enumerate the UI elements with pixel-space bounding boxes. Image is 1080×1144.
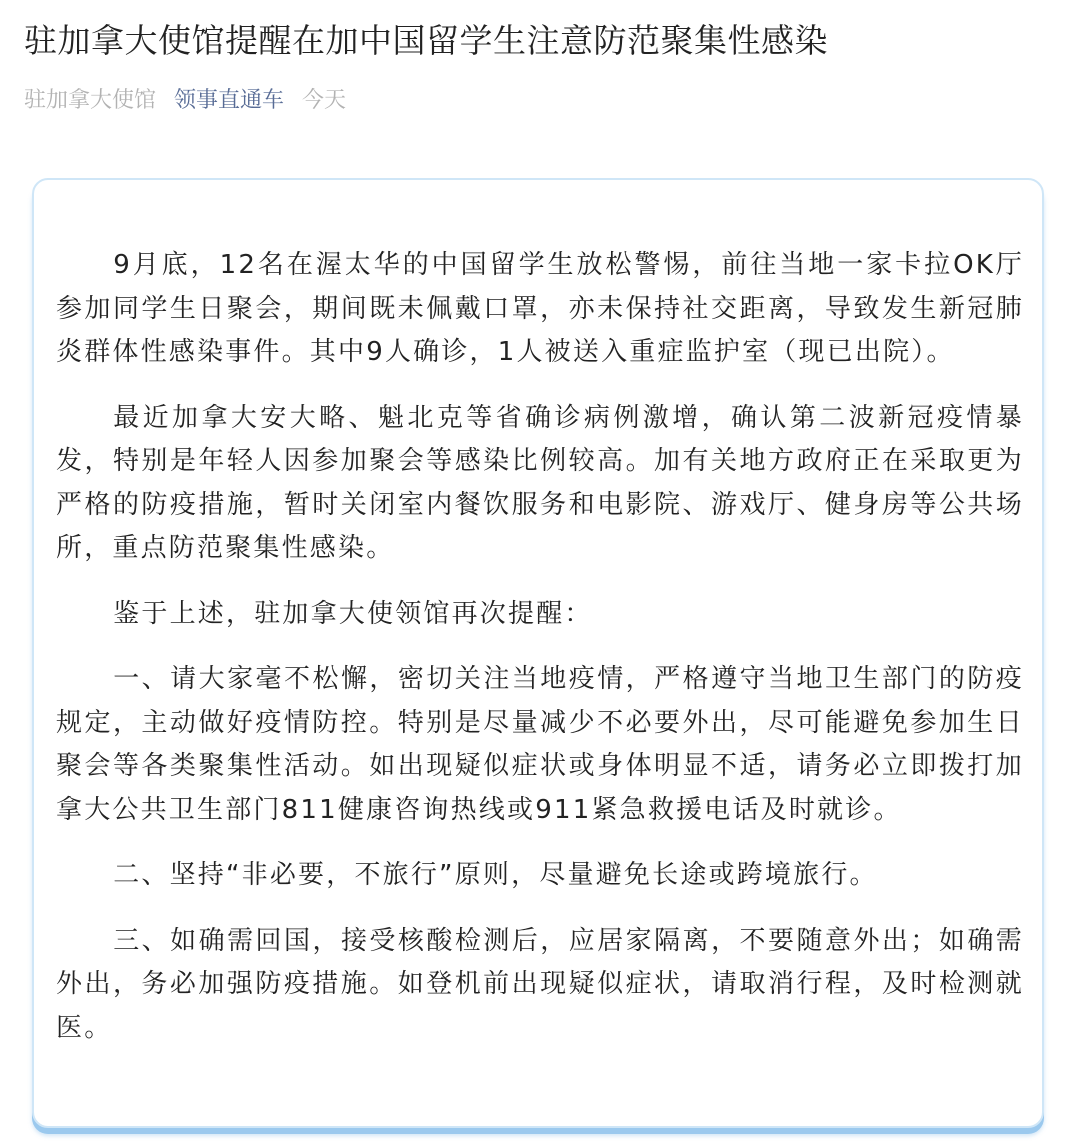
paragraph-point-one: 一、请大家毫不松懈，密切关注当地疫情，严格遵守当地卫生部门的防疫规定，主动做好疫情防控。特别是尽量减少不必要外出，尽可能避免参加生日聚会等各类聚集性活动。如出现疑似症状或身体明显不适，请务必立即拨打加拿大公共卫生部门811健康咨询热线或911紧急救援电话及时就诊。 [56,664,1024,825]
paragraph-point-three: 三、如确需回国，接受核酸检测后，应居家隔离，不要随意外出；如确需外出，务必加强防疫措施。如登机前出现疑似症状，请取消行程，及时检测就医。 [56,925,1024,1043]
notice-body [56,244,1024,1072]
paragraph-incident: 9月底，12名在渥太华的中国留学生放松警惕，前往当地一家卡拉OK厅参加同学生日聚会，期间既未佩戴口罩，亦未保持社交距离，导致发生新冠肺炎群体性感染事件。其中9人确诊，1人被送入重症监护室（现已出院）。 [56,250,1024,367]
publish-date: 今天 [302,88,347,113]
author-name: 驻加拿大使馆 [24,88,157,113]
notice-card [32,178,1044,1128]
paragraph-reminder-intro: 鉴于上述，驻加拿大使领馆再次提醒： [113,598,593,629]
article-meta [24,84,346,118]
article-title: 驻加拿大使馆提醒在加中国留学生注意防范聚集性感染 [24,21,828,60]
account-name-link[interactable]: 领事直通车 [174,88,285,113]
paragraph-point-two: 二、坚持“非必要，不旅行”原则，尽量避免长途或跨境旅行。 [113,860,878,890]
paragraph-second-wave: 最近加拿大安大略、魁北克等省确诊病例激增，确认第二波新冠疫情暴发，特别是年轻人因参加聚会等感染比例较高。加有关地方政府正在采取更为严格的防疫措施，暂时关闭室内餐饮服务和电影院、游戏厅、健身房等公共场所，重点防范聚集性感染。 [56,402,1024,563]
